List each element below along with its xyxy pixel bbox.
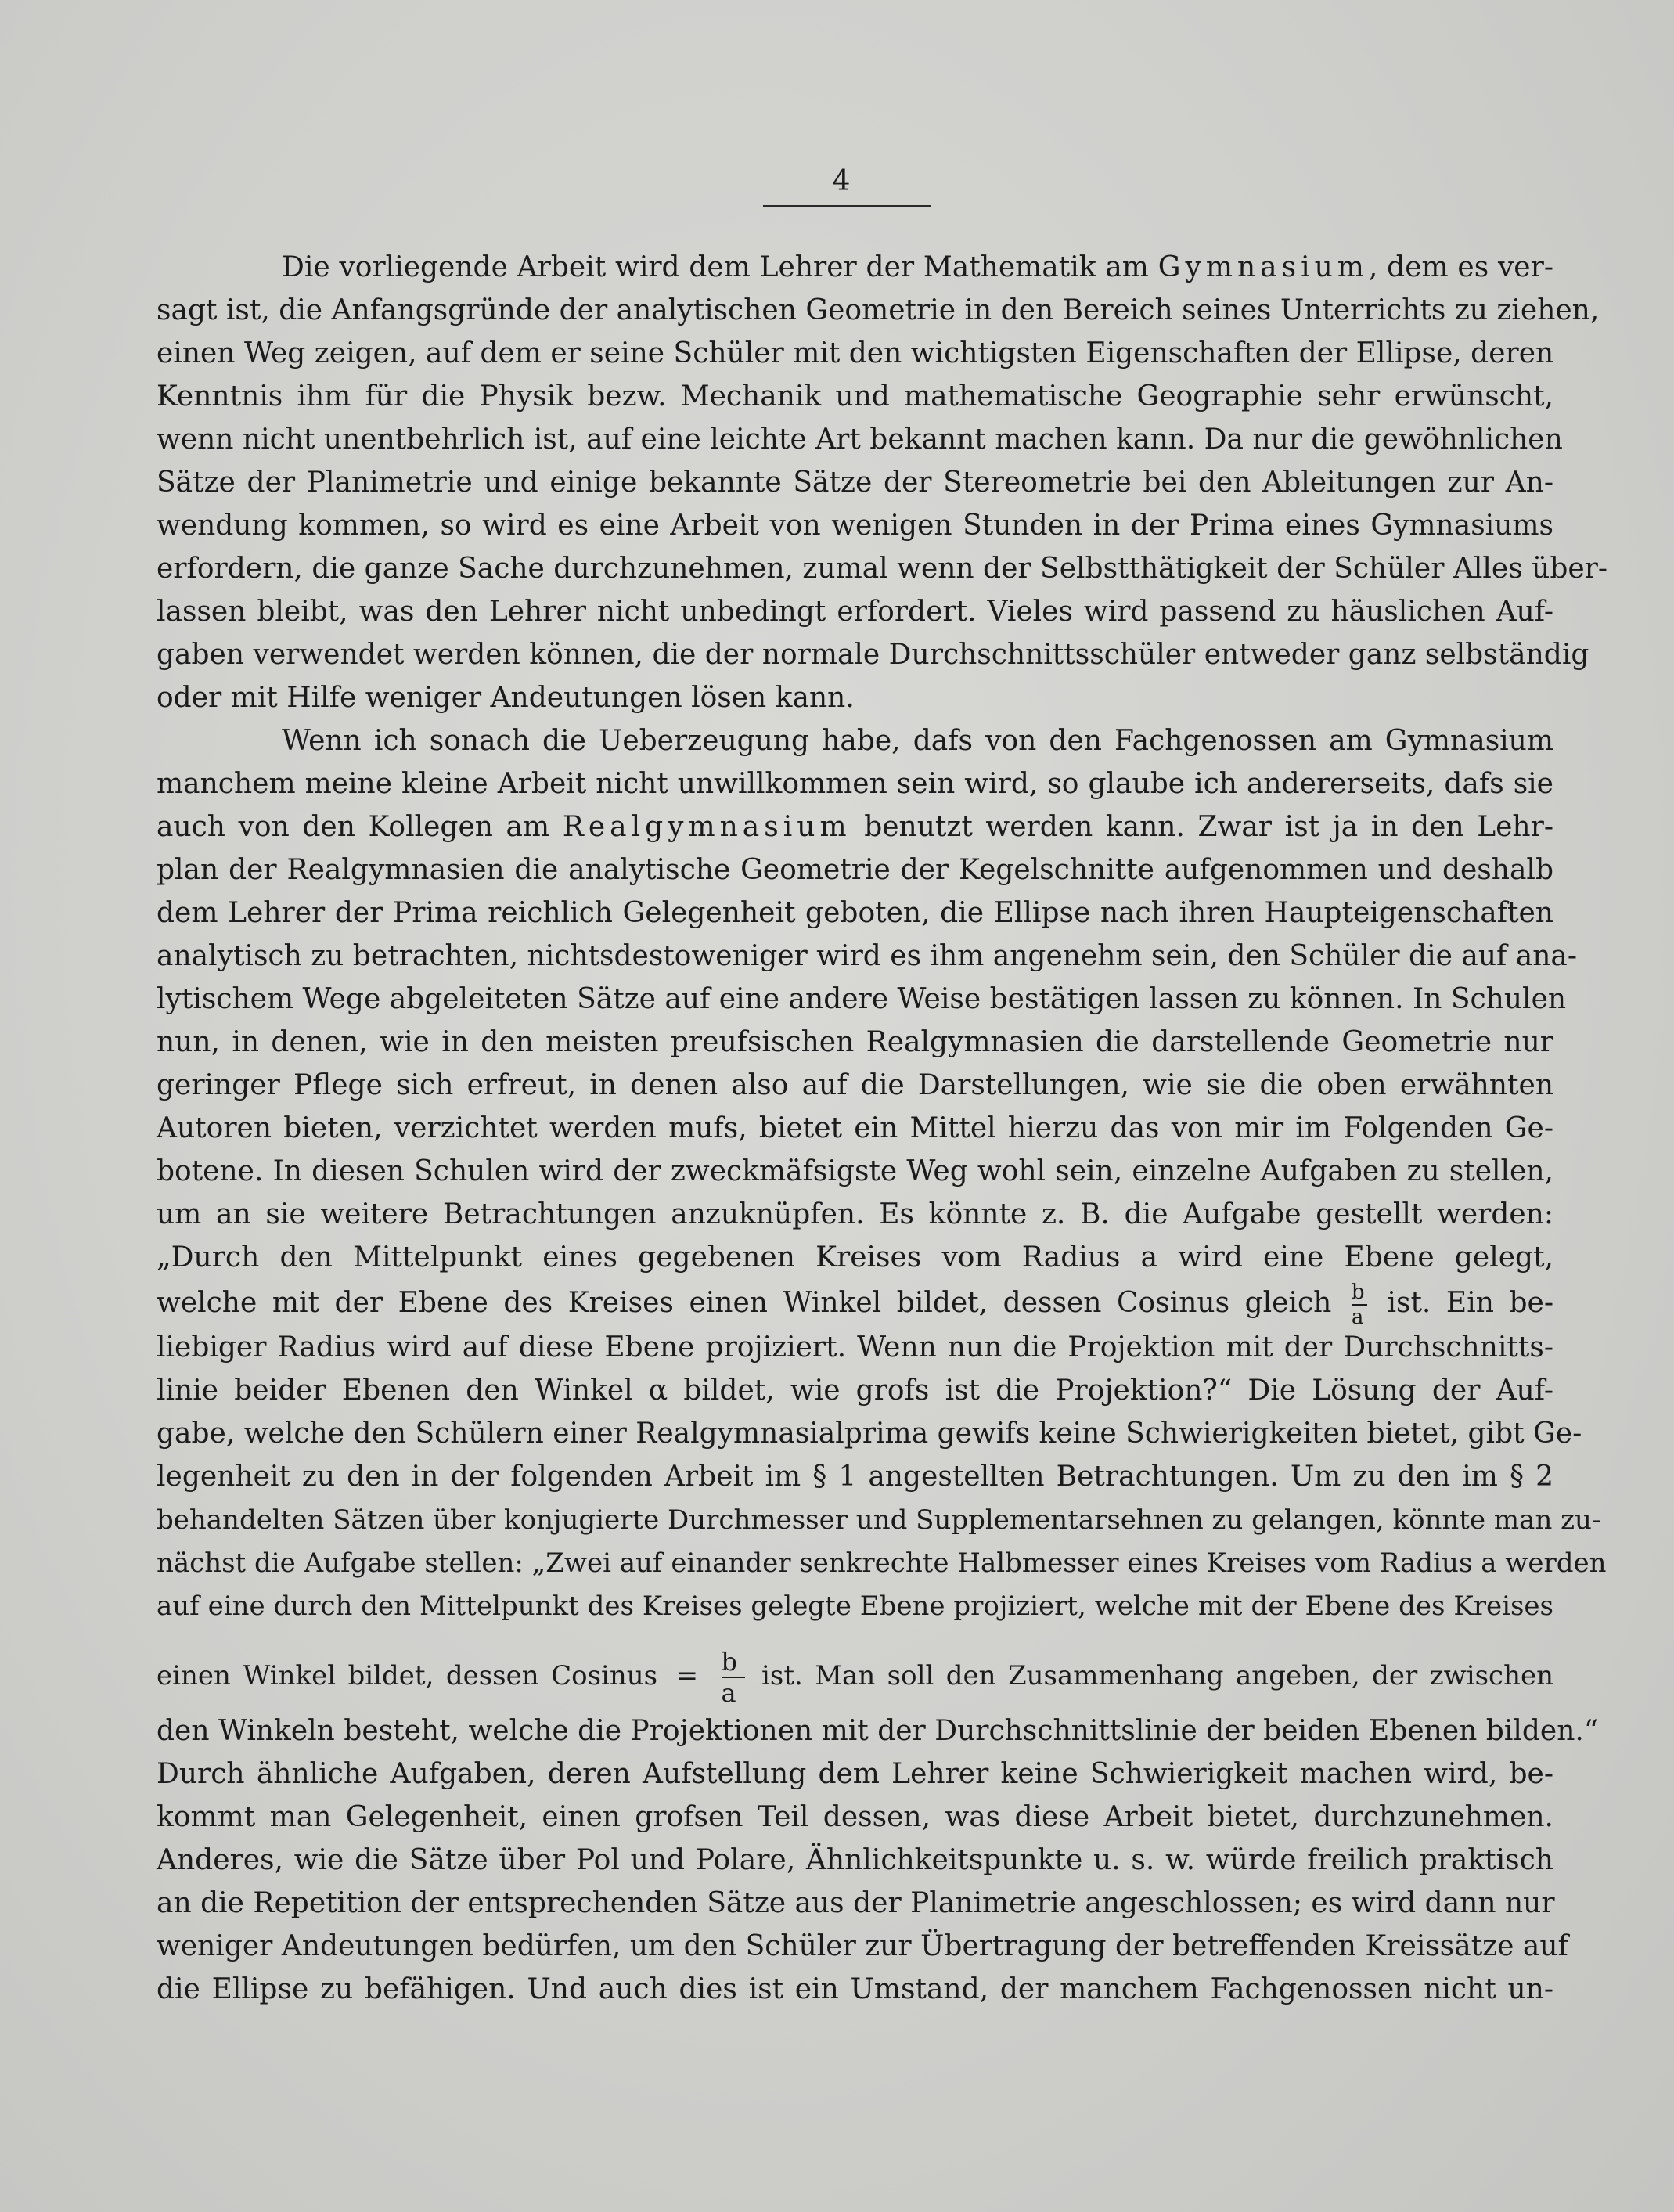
text-line: Autoren bieten, verzichtet werden mufs, bietet ein Mittel hierzu das von mir im Folgenden Ge- bbox=[157, 1112, 1553, 1144]
text-line: „Durch den Mittelpunkt eines gegebenen Kreises vom Radius a wird eine Ebene gelegt, bbox=[157, 1241, 1553, 1274]
text-line: kommt man Gelegenheit, einen grofsen Teil dessen, was diese Arbeit bietet, durchzunehmen. bbox=[157, 1801, 1553, 1833]
text-line: Durch ähnliche Aufgaben, deren Aufstellung dem Lehrer keine Schwierigkeit machen wird, be- bbox=[157, 1758, 1553, 1790]
text-line: nun, in denen, wie in den meisten preufsischen Realgymnasien die darstellende Geometrie nur bbox=[157, 1026, 1553, 1058]
text-span: Die vorliegende Arbeit wird dem Lehrer der Mathematik am bbox=[282, 251, 1149, 283]
text-line bbox=[157, 1647, 1553, 1708]
text-line bbox=[157, 249, 1553, 286]
text-span: welche mit der Ebene des Kreises einen Winkel bildet, dessen Cosinus gleich bbox=[157, 1287, 1332, 1319]
text-span: , dem es ver- bbox=[1368, 251, 1553, 283]
text-line: gaben verwendet werden können, die der normale Durchschnittsschüler entweder ganz selbständig bbox=[157, 639, 1589, 671]
text-line: oder mit Hilfe weniger Andeutungen lösen kann. bbox=[157, 682, 855, 714]
text-line: sagt ist, die Anfangsgründe der analytischen Geometrie in den Bereich seines Unterrichts zu ziehen, bbox=[157, 294, 1600, 326]
fraction-numerator: b bbox=[721, 1647, 738, 1677]
text-line bbox=[157, 809, 1553, 846]
text-line: nächst die Aufgabe stellen: „Zwei auf einander senkrechte Halbmesser eines Kreises vom Radius a werden bbox=[157, 1547, 1607, 1579]
emphasized-term: Realgymnasium bbox=[562, 811, 851, 843]
equals-sign: = bbox=[675, 1660, 699, 1691]
fraction-numerator: b bbox=[1351, 1281, 1365, 1304]
text-line: Kenntnis ihm für die Physik bezw. Mechanik und mathematische Geographie sehr erwünscht, bbox=[157, 380, 1553, 412]
fraction-b-over-a bbox=[722, 1648, 745, 1706]
text-line: Sätze der Planimetrie und einige bekannte Sätze der Stereometrie bei den Ableitungen zur An- bbox=[157, 467, 1553, 499]
page-number-rule bbox=[763, 205, 931, 207]
text-span: benutzt werden kann. Zwar ist ja in den Lehr- bbox=[864, 811, 1553, 843]
text-span: auch von den Kollegen am bbox=[157, 811, 550, 843]
text-line: plan der Realgymnasien die analytische Geometrie der Kegelschnitte aufgenommen und deshalb bbox=[157, 854, 1553, 886]
text-line: Wenn ich sonach die Ueberzeugung habe, dafs von den Fachgenossen am Gymnasium bbox=[282, 725, 1553, 757]
text-line: lassen bleibt, was den Lehrer nicht unbedingt erfordert. Vieles wird passend zu häuslichen Auf- bbox=[157, 596, 1553, 628]
text-line: gabe, welche den Schülern einer Realgymnasialprima gewifs keine Schwierigkeiten bietet, gibt Ge- bbox=[157, 1418, 1582, 1450]
text-line: dem Lehrer der Prima reichlich Gelegenheit geboten, die Ellipse nach ihren Haupteigenschaften bbox=[157, 897, 1553, 929]
text-line: erfordern, die ganze Sache durchzunehmen, zumal wenn der Selbstthätigkeit der Schüler Alles über- bbox=[157, 553, 1608, 585]
text-line: wendung kommen, so wird es eine Arbeit von wenigen Stunden in der Prima eines Gymnasiums bbox=[157, 510, 1553, 542]
emphasized-term: Gymnasium bbox=[1157, 251, 1369, 283]
text-line: an die Repetition der entsprechenden Sätze aus der Planimetrie angeschlossen; es wird dann nur bbox=[157, 1887, 1555, 1919]
text-line: behandelten Sätzen über konjugierte Durchmesser und Supplementarsehnen zu gelangen, könnte man zu- bbox=[157, 1504, 1601, 1536]
text-line: linie beider Ebenen den Winkel α bildet, wie grofs ist die Projektion?“ Die Lösung der Auf- bbox=[157, 1374, 1553, 1407]
text-line: botene. In diesen Schulen wird der zweckmäfsigste Weg wohl sein, einzelne Aufgaben zu stellen, bbox=[157, 1155, 1553, 1187]
text-line: lytischem Wege abgeleiteten Sätze auf eine andere Weise bestätigen lassen zu können. In Schulen bbox=[157, 983, 1567, 1015]
page-number: 4 bbox=[832, 165, 851, 197]
text-line: wenn nicht unentbehrlich ist, auf eine leichte Art bekannt machen kann. Da nur die gewöhnlichen bbox=[157, 423, 1563, 456]
text-line: geringer Pflege sich erfreut, in denen also auf die Darstellungen, wie sie die oben erwähnten bbox=[157, 1069, 1553, 1101]
text-line: die Ellipse zu befähigen. Und auch dies ist ein Umstand, der manchem Fachgenossen nicht un- bbox=[157, 1973, 1553, 2005]
text-line: legenheit zu den in der folgenden Arbeit im § 1 angestellten Betrachtungen. Um zu den im § 2 bbox=[157, 1461, 1553, 1493]
text-line: analytisch zu betrachten, nichtsdestoweniger wird es ihm angenehm sein, den Schüler die auf ana- bbox=[157, 940, 1578, 972]
fraction-denominator: a bbox=[1351, 1306, 1364, 1329]
text-line: liebiger Radius wird auf diese Ebene projiziert. Wenn nun die Projektion mit der Durchschnitts- bbox=[157, 1331, 1553, 1364]
text-span: ist. Man soll den Zusammenhang angeben, der zwischen bbox=[761, 1660, 1553, 1691]
text-line bbox=[157, 1281, 1553, 1329]
text-line: einen Weg zeigen, auf dem er seine Schüler mit den wichtigsten Eigenschaften der Ellipse, deren bbox=[157, 337, 1554, 369]
text-line: Anderes, wie die Sätze über Pol und Polare, Ähnlichkeitspunkte u. s. w. würde freilich praktisch bbox=[157, 1844, 1553, 1876]
text-line: auf eine durch den Mittelpunkt des Kreises gelegte Ebene projiziert, welche mit der Ebene des Kreises bbox=[157, 1591, 1553, 1622]
text-span: ist. Ein be- bbox=[1387, 1287, 1553, 1319]
text-line: weniger Andeutungen bedürfen, um den Schüler zur Übertragung der betreffenden Kreissätze auf bbox=[157, 1930, 1568, 1962]
text-span: einen Winkel bildet, dessen Cosinus bbox=[157, 1660, 658, 1691]
text-line: den Winkeln besteht, welche die Projektionen mit der Durchschnittslinie der beiden Ebenen bilden.“ bbox=[157, 1715, 1599, 1747]
text-line: um an sie weitere Betrachtungen anzuknüpfen. Es könnte z. B. die Aufgabe gestellt werden: bbox=[157, 1198, 1553, 1230]
fraction-b-over-a bbox=[1352, 1282, 1367, 1328]
text-line: manchem meine kleine Arbeit nicht unwillkommen sein wird, so glaube ich andererseits, dafs sie bbox=[157, 768, 1553, 800]
fraction-denominator: a bbox=[721, 1678, 736, 1708]
